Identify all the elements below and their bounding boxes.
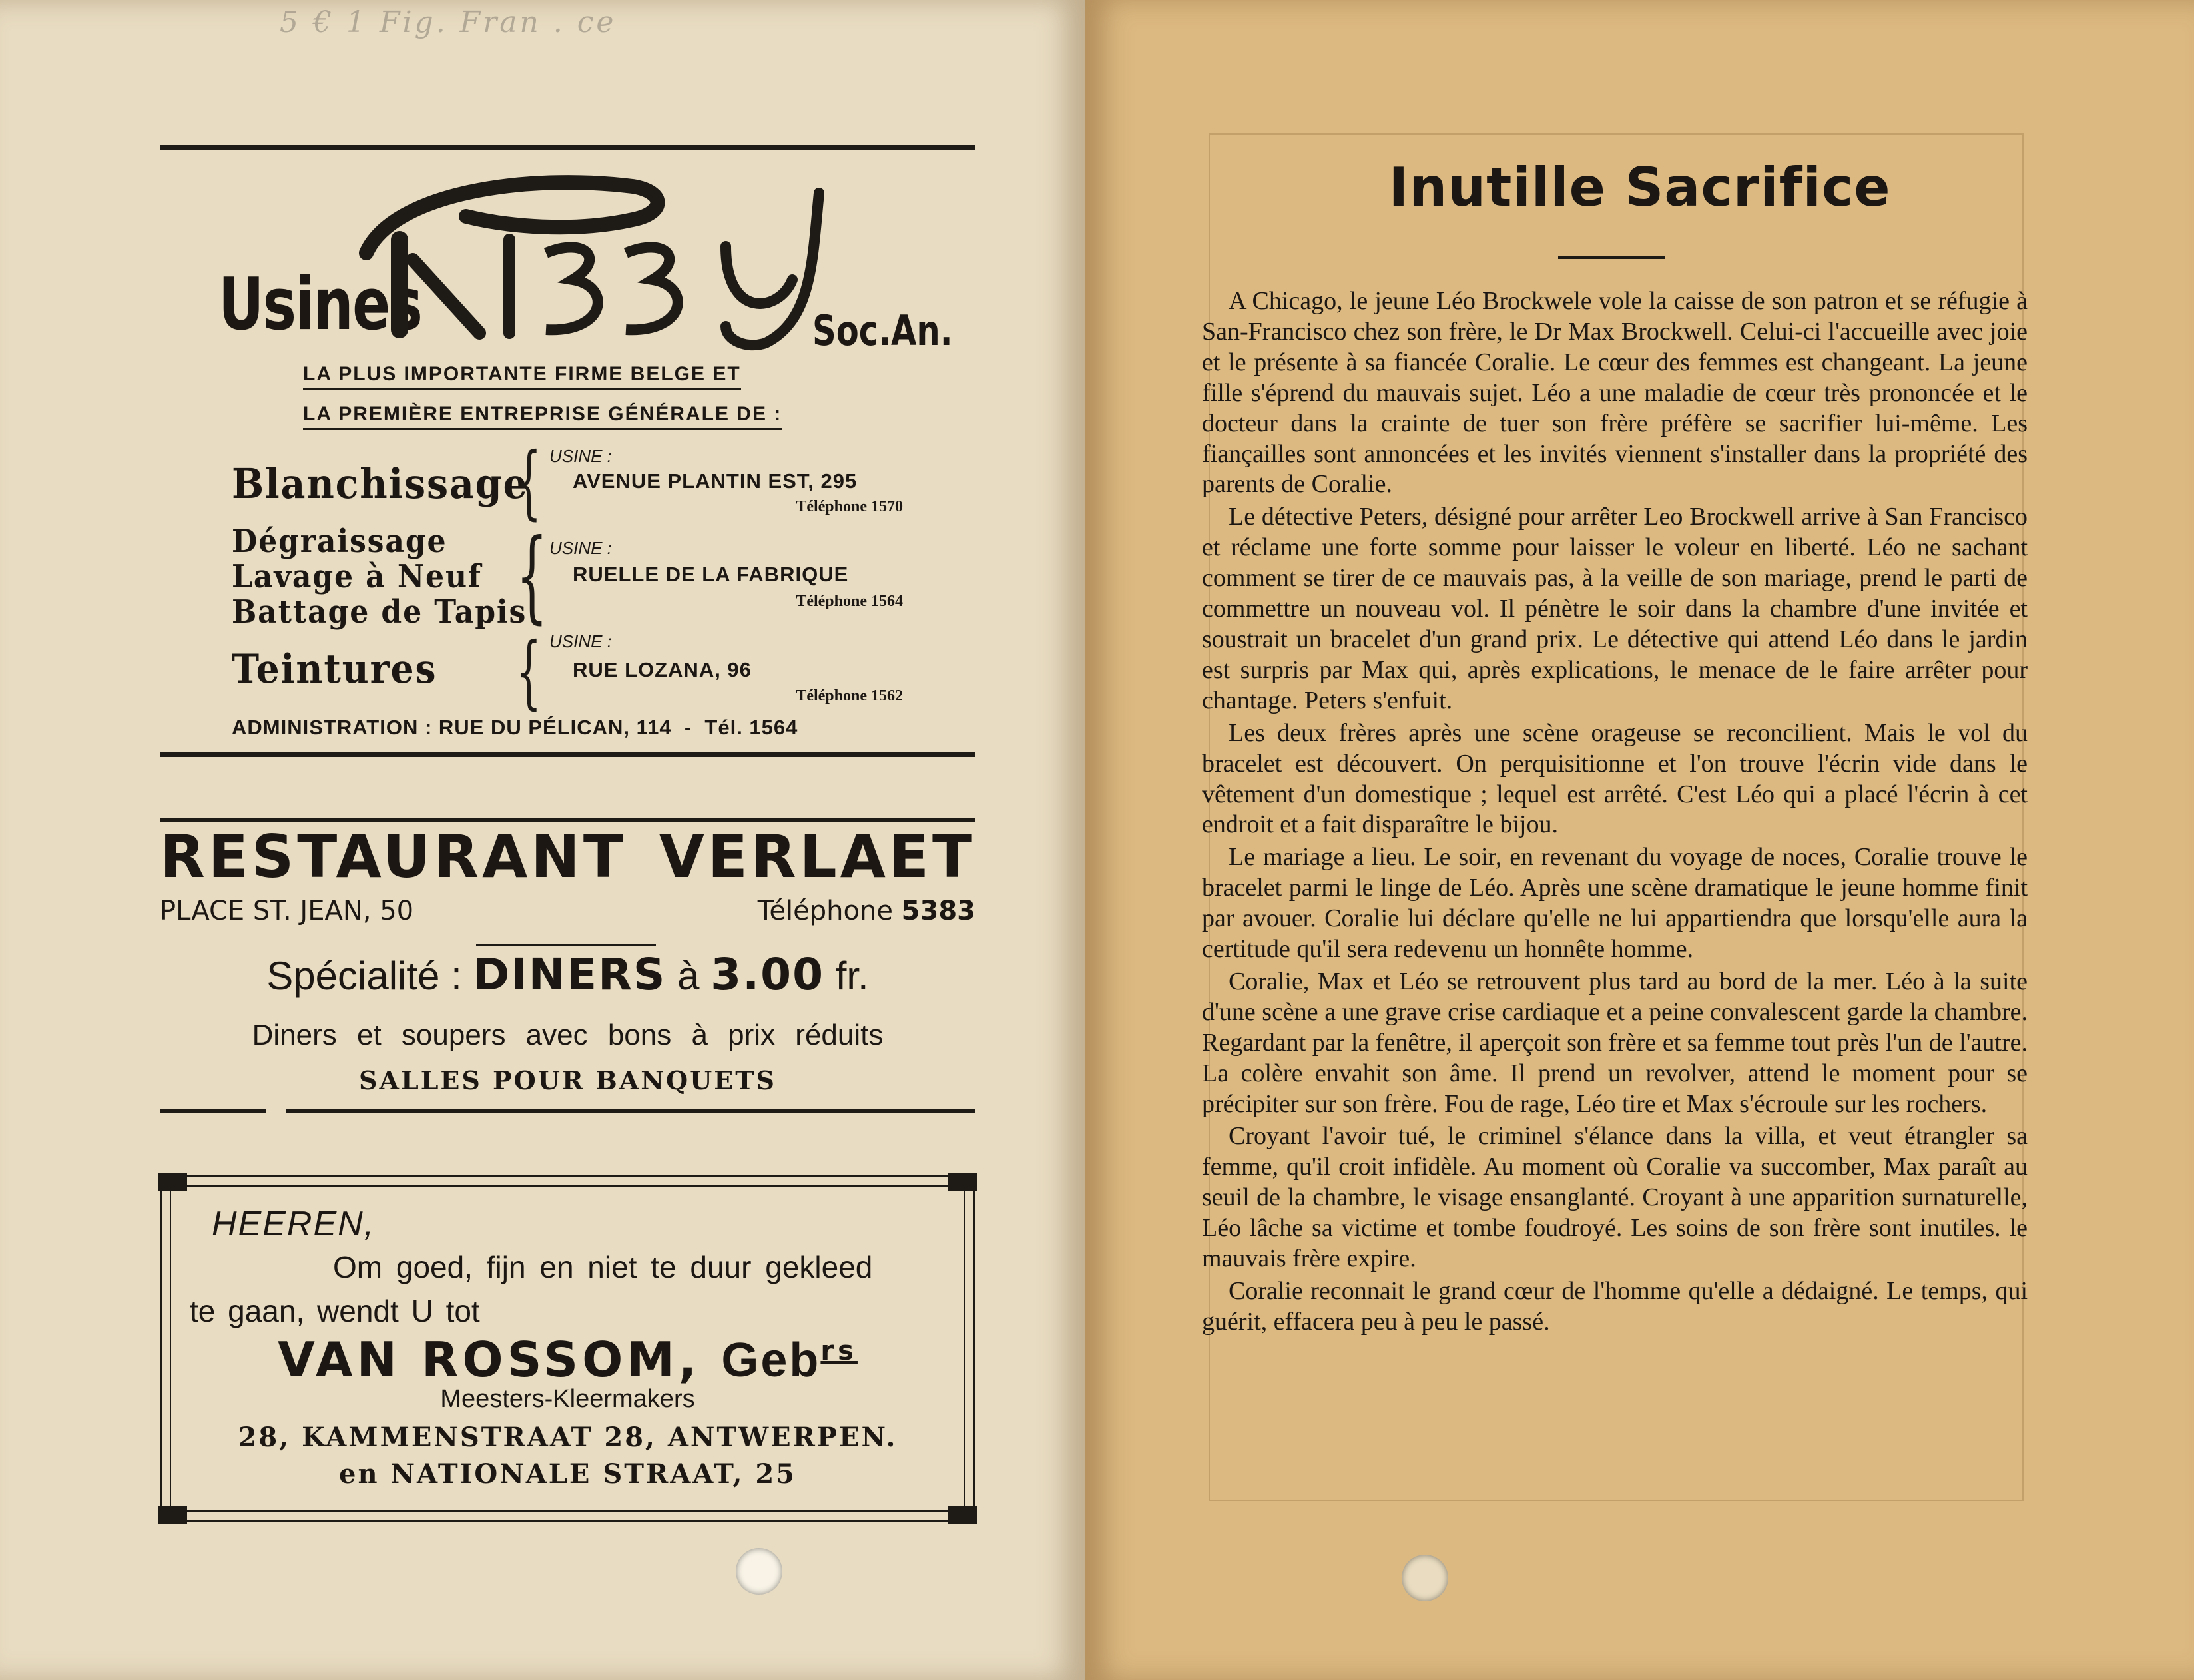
restaurant-diners-line: Diners et soupers avec bons à prix réduits: [252, 1019, 884, 1051]
usine-phone-3: Téléphone 1562: [796, 687, 903, 704]
restaurant-name: [160, 822, 975, 891]
article-paragraph: Coralie reconnait le grand cœur de l'homme qu'elle a dédaigné. Le temps, qui guérit, effacera peu à peu le passé.: [1202, 1277, 2028, 1336]
ribby-bottom-rule: [160, 752, 975, 757]
restaurant-phone: [758, 896, 975, 926]
van-rossom-gebrs: Geb: [721, 1334, 821, 1387]
restaurant-bottom-rule-right: [286, 1109, 975, 1113]
service-blanchissage: Blanchissage: [232, 459, 529, 508]
service-battage: Battage de Tapis: [232, 593, 527, 631]
article-paragraph: Croyant l'avoir tué, le criminel s'élance dans la villa, et veut étrangler sa femme, qu'il croit infidèle. Au moment où Coralie va succomber, Max paraît au seuil de la chambre, le visage ensanglanté. Croyant à une apparition surnaturelle, Léo lâche sa victime et tombe foudroyé. Les soins de son frère sont inutiles. le mauvais frère expire.: [1202, 1122, 2028, 1273]
restaurant-name-1: RESTAURANT: [160, 822, 627, 891]
van-rossom-name-text: VAN ROSSOM,: [278, 1332, 701, 1388]
restaurant-bottom-rule-left: [160, 1109, 266, 1113]
ribby-tagline-2: LA PREMIÈRE ENTREPRISE GÉNÉRALE DE :: [303, 403, 782, 430]
specialite-unit: fr.: [835, 954, 869, 998]
top-rule: [160, 145, 975, 150]
usine-address-2: RUELLE DE LA FABRIQUE: [573, 563, 849, 586]
article-paragraph: A Chicago, le jeune Léo Brockwele vole la caisse de son patron et se réfugie à San-Francisco chez son frère, le Dr Max Brockwell. Celui-ci l'accueille avec joie et le présente à sa fiancée Coralie. Le cœur des femmes est changeant. La jeune fille s'éprend du mauvais sujet. Léo a une maladie de cœur très prononcée et le docteur dans la crainte de tuer son frère préfère se sacrifier lui-même. Les fiançailles sont annoncées et les invités viennent s'installer dans la propriété des parents de Coralie.: [1202, 287, 2028, 499]
ribby-administration: ADMINISTRATION : RUE DU PÉLICAN, 114 - Tél. 1564: [232, 716, 798, 739]
van-rossom-address-2: en NATIONALE STRAAT, 25: [339, 1458, 796, 1490]
ribby-usines-text: Usines: [218, 263, 422, 346]
punch-hole: [736, 1548, 782, 1595]
pencil-note: 5 € 1 Fig. Fran . ce: [280, 5, 617, 39]
service-teintures: Teintures: [232, 646, 437, 693]
restaurant-specialite: [160, 949, 975, 1000]
article-paragraph: Coralie, Max et Léo se retrouvent plus tard au bord de la mer. Léo à la suite d'une scène a une grave crise cardiaque et a peine convalescent garde la chambre. Regardant par la fenêtre, il aperçoit son frère et sa femme tout près l'un de l'autre. La colère envahit son âme. Il prend un revolver, attend le moment pour se précipiter sur son frère. Fou de rage, Léo tire et Max s'écroule sur les rochers.: [1202, 967, 2028, 1118]
ribby-tagline-1: LA PLUS IMPORTANTE FIRME BELGE ET: [303, 363, 741, 390]
usine-address-1: AVENUE PLANTIN EST, 295: [573, 469, 858, 493]
article-paragraph: Le détective Peters, désigné pour arrêter Leo Brockwell arrive à San Francisco et réclame une forte somme pour laisser le voleur en liberté. Léo ne sachant comment se tirer de ce mauvais pas, à la veille de son mariage, prend le parti de commettre un nouveau vol. Il pénètre le soir dans la chambre d'une invitée et soustrait un bracelet d'un grand prix. Le détective qui attend Léo dans le jardin est surpris par Max qui, après explications, le menace de le faire arrêter pour chantage. Peters s'enfuit.: [1202, 503, 2028, 714]
service-degraissage: Dégraissage: [232, 523, 447, 560]
restaurant-contact: [160, 896, 975, 926]
brace-3: {: [516, 626, 542, 718]
restaurant-name-2: VERLAET: [659, 822, 975, 891]
restaurant-top-rule: [160, 818, 975, 822]
specialite-a: à: [677, 954, 700, 998]
usine-phone-1: Téléphone 1570: [796, 498, 903, 515]
restaurant-phone-number: 5383: [901, 896, 975, 926]
brace-2: {: [516, 518, 548, 634]
restaurant-address: PLACE ST. JEAN, 50: [160, 896, 414, 926]
restaurant-salles: SALLES POUR BANQUETS: [359, 1065, 776, 1095]
brace-1: {: [516, 436, 542, 529]
restaurant-phone-label: Téléphone: [757, 896, 893, 926]
article-title: Inutille Sacrifice: [1388, 156, 1891, 218]
article-paragraph: Les deux frères après une scène orageuse se reconcilient. Mais le vol du bracelet est découvert. On perquisitionne et l'on trouve l'écrin vide dans le vêtement d'un domestique ; lequel est arrêté. C'est Léo qui a placé l'écrin à cet endroit et a fait disparaître le bijou.: [1202, 718, 2028, 839]
van-rossom-gebrs-sup: rs: [820, 1336, 858, 1366]
usine-label-2: USINE :: [549, 538, 612, 558]
restaurant-mid-rule: [476, 944, 656, 946]
usine-label-1: USINE :: [549, 446, 612, 466]
ribby-logo: [353, 166, 832, 356]
van-rossom-line-2: te gaan, wendt U tot: [190, 1294, 480, 1328]
article-paragraph: Le mariage a lieu. Le soir, en revenant du voyage de noces, Coralie trouve le bracelet parmi le linge de Léo. Après une scène dramatique le jeune homme finit par avouer. Coralie lui déclare qu'elle ne lui appartiendra que lorsqu'elle aura la certitude qu'il sera redevenu un honnête homme.: [1202, 843, 2028, 964]
van-rossom-address-1: 28, KAMMENSTRAAT 28, ANTWERPEN.: [238, 1422, 898, 1453]
service-lavage: Lavage à Neuf: [232, 558, 482, 595]
van-rossom-name: [160, 1332, 975, 1388]
specialite-price: 3.00: [710, 949, 825, 1000]
van-rossom-heeren: HEEREN,: [212, 1205, 376, 1243]
punch-hole: [1402, 1555, 1448, 1601]
ribby-soc-an: Soc.An.: [812, 306, 953, 355]
specialite-label: Spécialité :: [266, 954, 462, 998]
usine-label-3: USINE :: [549, 631, 612, 651]
specialite-value: DINERS: [473, 949, 667, 1000]
van-rossom-line-1: Om goed, fijn en niet te duur gekleed: [333, 1250, 873, 1284]
usine-phone-2: Téléphone 1564: [796, 593, 903, 610]
usine-address-3: RUE LOZANA, 96: [573, 658, 752, 681]
article-body: [1202, 286, 2028, 1338]
van-rossom-trade: Meesters-Kleermakers: [440, 1385, 695, 1413]
title-underline: [1558, 256, 1665, 259]
